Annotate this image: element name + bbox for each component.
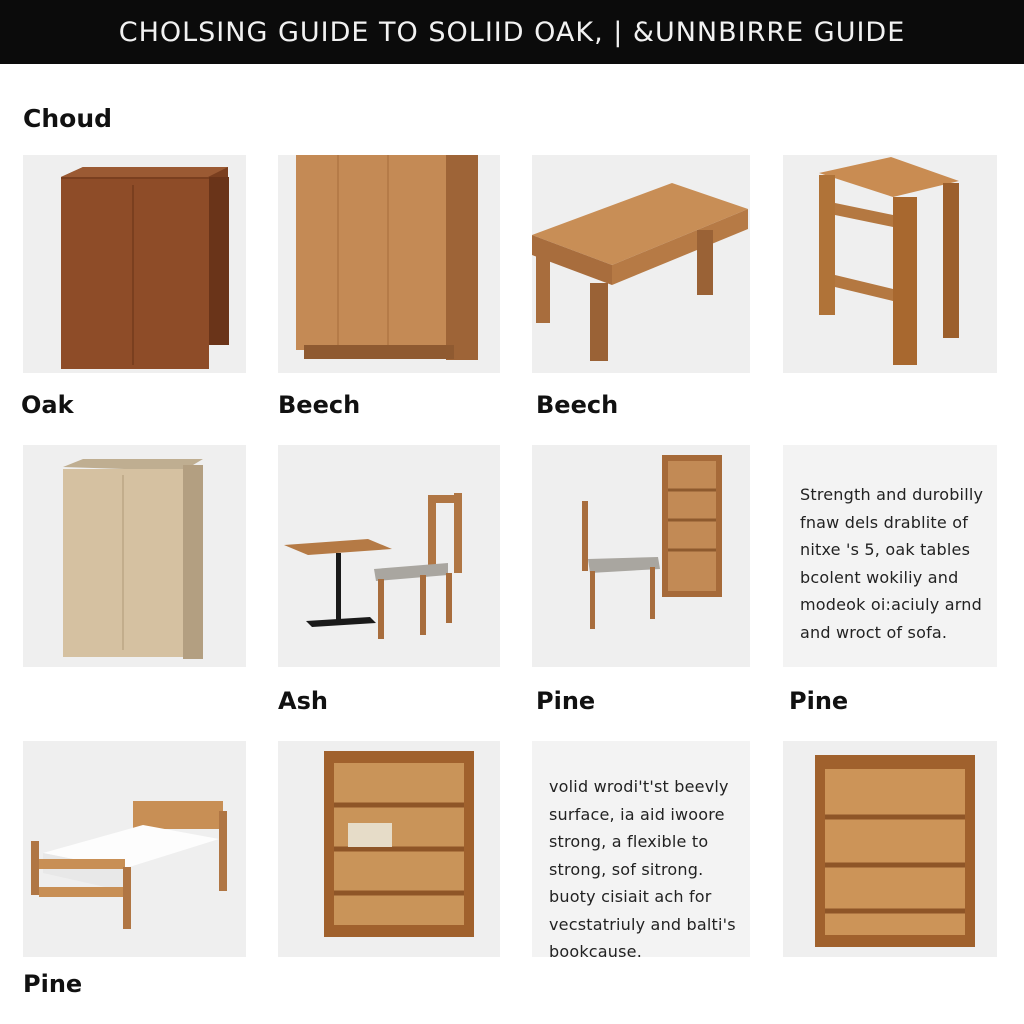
text-line: bookcause. [549,942,643,957]
text-strength-block [800,481,983,646]
chair-and-table-image [278,445,500,667]
text-line: buoty cisiait ach for [549,887,712,906]
label-beech-2: Beech [536,391,619,419]
text-line: Strength and durobilly [800,485,984,504]
text-line: volid wrodi't'st beevly [549,777,729,796]
image-tile-side-table [783,155,997,373]
image-tile-chair-table [278,445,500,667]
text-line: strong, sof sitrong. [549,859,704,879]
chair-and-bookcase-image [532,445,750,667]
text-line: bcolent wokiliy and [800,567,959,587]
label-pine-3: Pine [23,970,83,998]
pine-bed-image [23,741,246,957]
bookshelf-image [783,741,997,957]
image-tile-beech-table [532,155,750,373]
bookshelf-with-books-image [278,741,500,957]
title-banner [0,0,1024,64]
side-table-image [783,155,997,373]
image-tile-pine-bed [23,741,246,957]
beech-table-image [532,155,750,373]
page-title: CHOLSING GUIDE TO SOLIID OAK, | &UNNBIRRE GUIDE [118,16,906,48]
text-tile-solid [532,741,750,957]
text-line: and wroct of sofa. [800,622,948,642]
section-heading: Choud [23,104,113,133]
label-pine-2: Pine [789,687,849,715]
label-ash: Ash [278,687,328,715]
image-tile-bookshelf [783,741,997,957]
label-oak: Oak [21,391,74,419]
text-solid-block [549,773,736,957]
image-tile-bookshelf-books [278,741,500,957]
image-tile-ash-cabinet [23,445,246,667]
text-line: fnaw dels drablite of [800,512,969,532]
text-line: modeok oi:aciuly arnd [800,595,982,614]
image-tile-oak-cabinet [23,155,246,373]
text-line: strong, a flexible to [549,832,709,851]
oak-cabinet-image [23,155,246,373]
text-line: nitxe 's 5, oak tables [800,540,971,559]
image-tile-chair-bookcase [532,445,750,667]
text-line: vecstatriuly and balti's [549,914,736,934]
ash-cabinet-image [23,445,246,667]
beech-panel-image [278,155,500,373]
label-pine: Pine [536,687,596,715]
text-tile-strength [783,445,997,667]
image-tile-beech-panel [278,155,500,373]
text-line: surface, ia aid iwoore [549,804,725,824]
label-beech: Beech [278,391,361,419]
